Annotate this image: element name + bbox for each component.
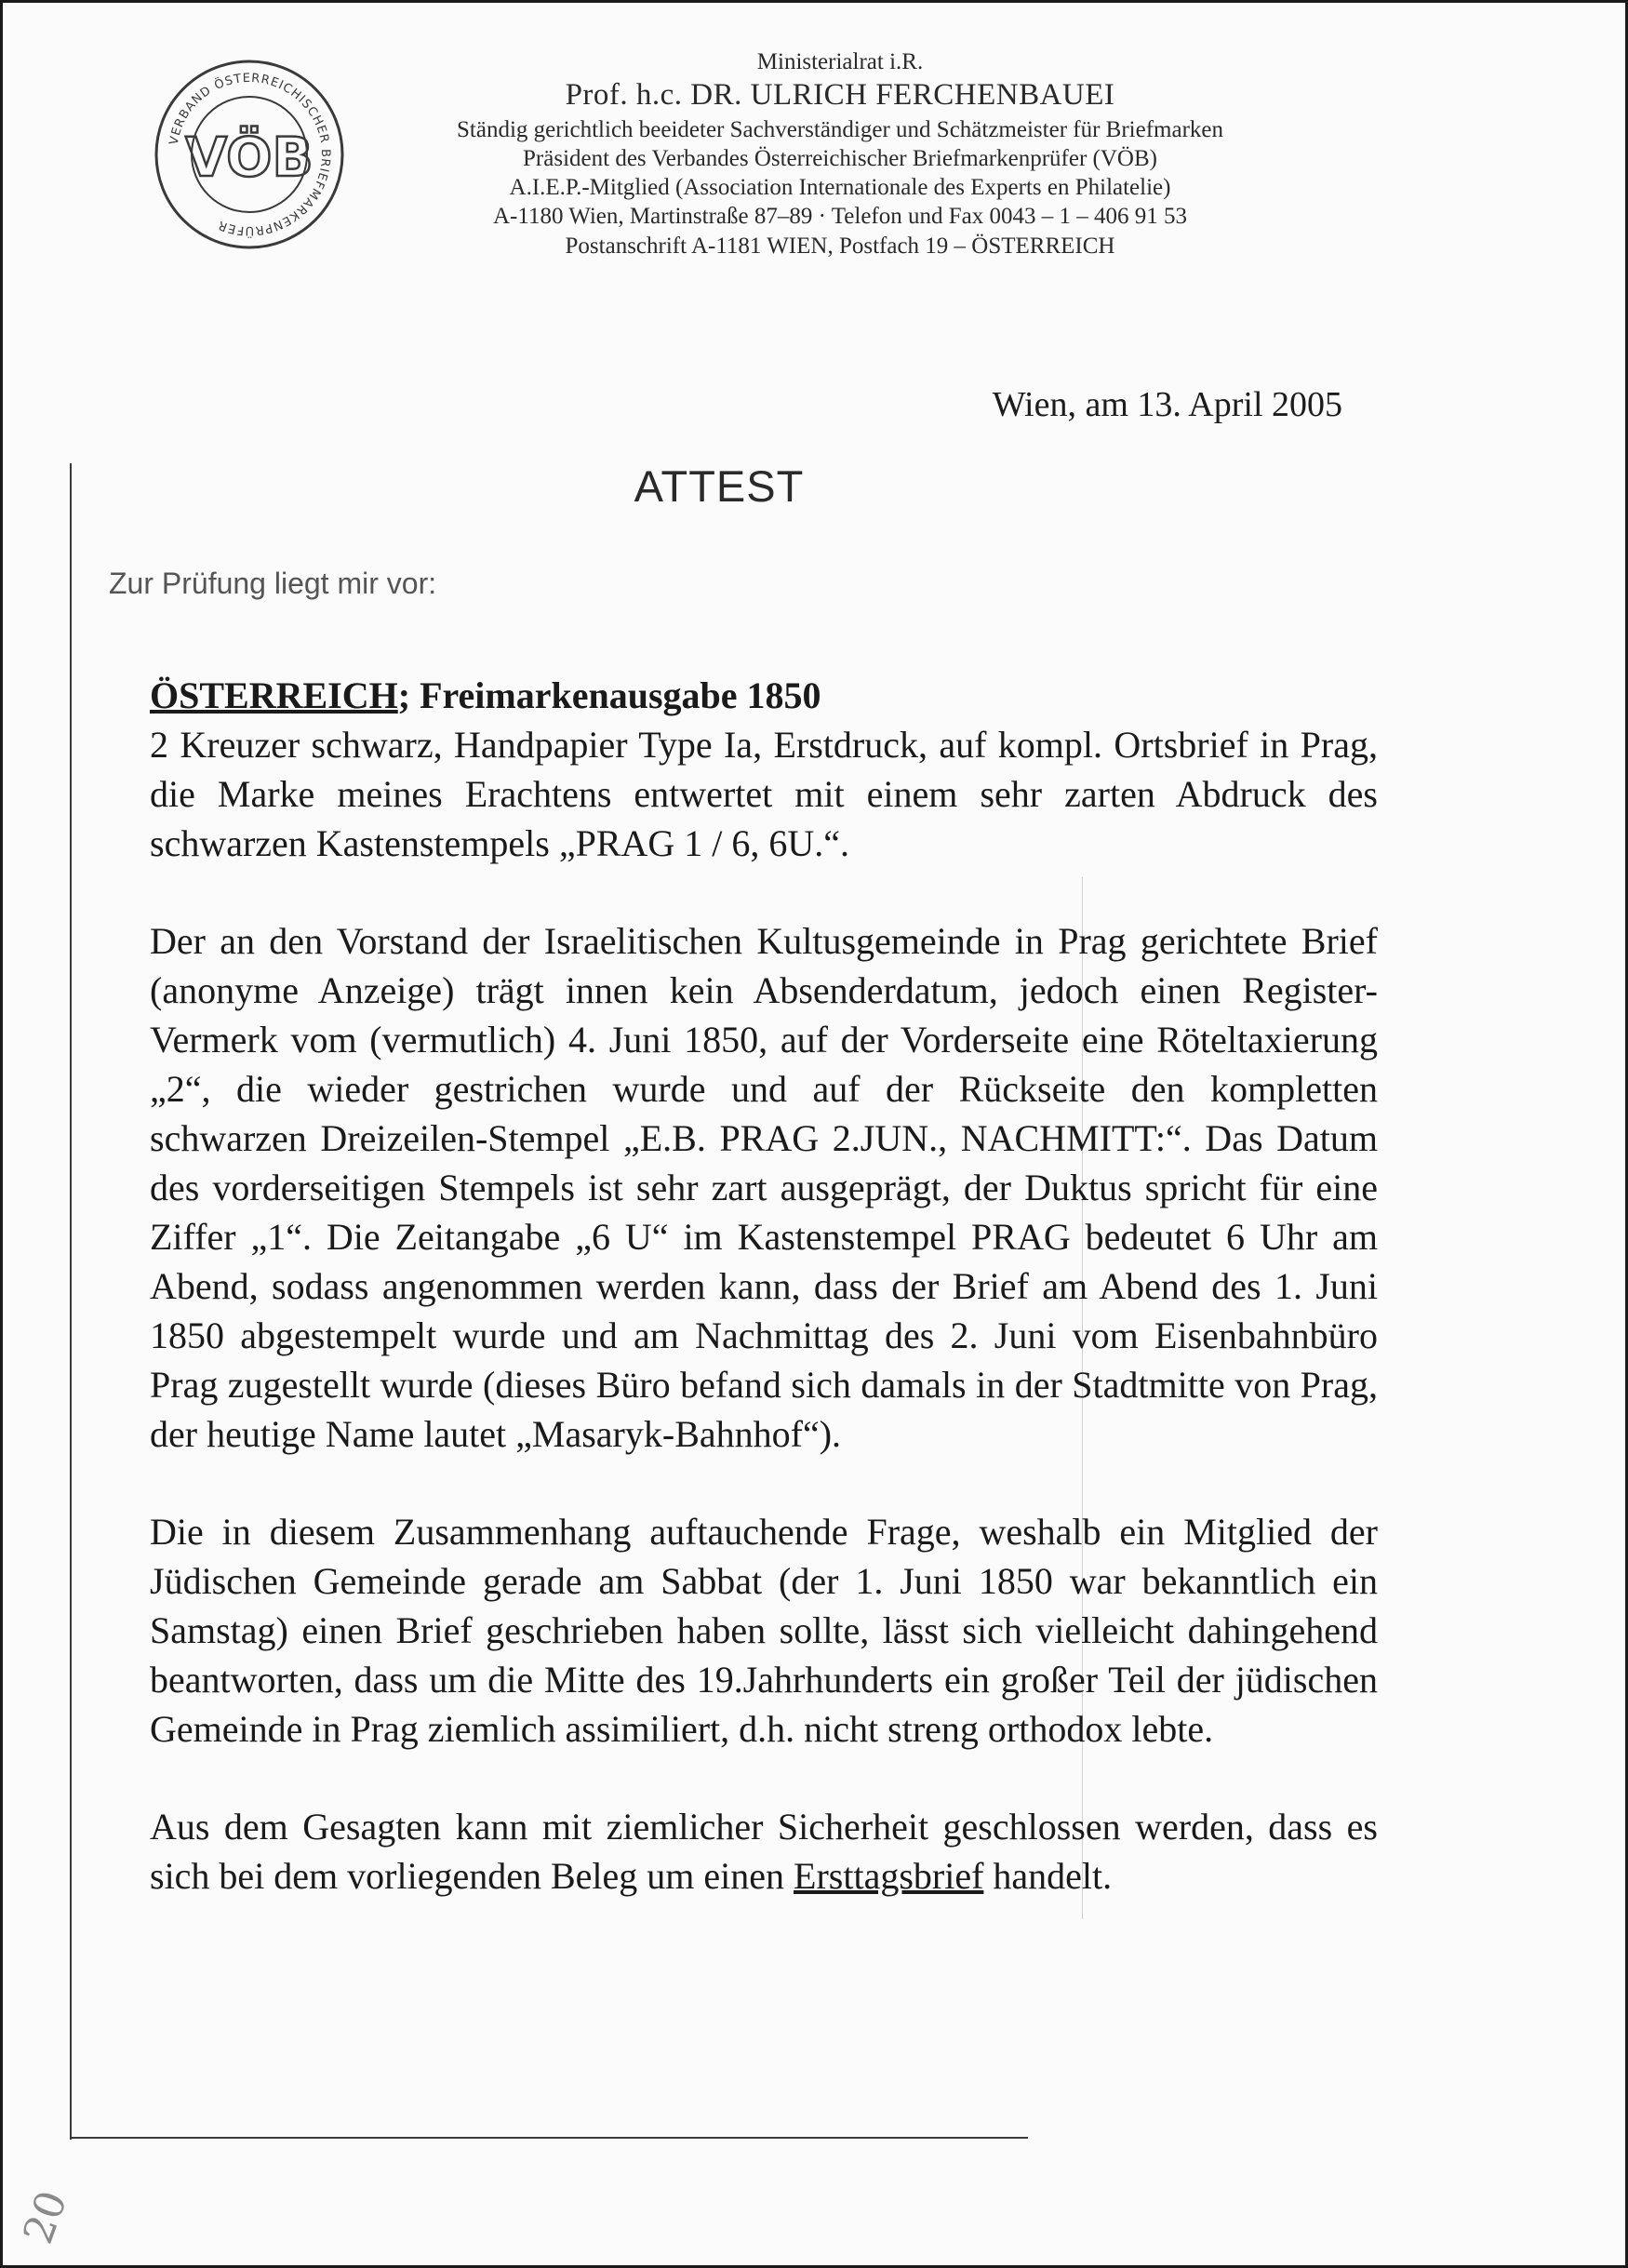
letterhead-line: A-1180 Wien, Martinstraße 87–89 · Telefon und Fax 0043 – 1 – 406 91 53 (493, 204, 1187, 230)
heading-country: ÖSTERREICH (150, 674, 398, 716)
document-title: ATTEST (634, 461, 805, 511)
svg-text:VÖB: VÖB (185, 126, 314, 189)
heading-issue: ; Freimarkenausgabe 1850 (397, 674, 821, 716)
paragraph-sabbat: Die in diesem Zusammenhang auftauchende Frage, weshalb ein Mitglied der Jüdischen Gemeinde gerade am Sabbat (der 1. Juni 1850 war bekanntlich ein Samstag) einen Brief geschrieben haben sollte, lässt sich vielleicht dahingehend beantworten, dass um die Mitte des 19.Jahrhunderts ein großer Teil der jüdischen Gemeinde in Prag ziemlich assimiliert, d.h. nicht streng orthodox lebte. (150, 1511, 1378, 1750)
attest-body (150, 671, 1378, 1949)
letterhead-line: Postanschrift A-1181 WIEN, Postfach 19 – ÖSTERREICH (565, 233, 1115, 259)
letterhead-title: Ministerialrat i.R. (756, 49, 924, 74)
issue-heading (150, 671, 1378, 720)
svg-text:VERBAND ÖSTERREICHISCHER BRIEF: VERBAND ÖSTERREICHISCHER BRIEFMARKENPRÜFER (167, 71, 333, 238)
letterhead-line: Präsident des Verbandes Österreichischer Briefmarkenprüfer (VÖB) (523, 145, 1157, 171)
bottom-rule (70, 2137, 1028, 2139)
letterhead-name: Prof. h.c. DR. ULRICH FERCHENBAUEI (565, 78, 1115, 113)
letterhead-line: A.I.E.P.-Mitglied (Association Internationale des Experts en Philatelie) (509, 175, 1171, 200)
paragraph-details: Der an den Vorstand der Israelitischen Kultusgemeinde in Prag gerichtete Brief (anonyme Anzeige) trägt innen kein Absenderdatum, jedoch einen Register-Vermerk vom (vermutlich) 4. Juni 1850, auf der Vorderseite eine Röteltaxierung „2“, die wieder gestrichen wurde und auf der Rückseite den kompletten schwarzen Dreizeilen-Stempel „E.B. PRAG 2.JUN., NACHMITT:“. Das Datum des vorderseitigen Stempels ist sehr zart ausgeprägt, der Duktus spricht für eine Ziffer „1“. Die Zeitangabe „6 U“ im Kastenstempel PRAG bedeutet 6 Uhr am Abend, sodass angenommen werden kann, dass der Brief am Abend des 1. Juni 1850 abgestempelt wurde und am Nachmittag des 2. Juni vom Eisenbahnbüro Prag zugestellt wurde (dieses Büro befand sich damals in der Stadtmitte von Prag, der heutige Name lautet „Masaryk-Bahnhof“). (150, 920, 1378, 1455)
conclusion-end: handelt. (983, 1855, 1113, 1897)
intro-line: Zur Prüfung liegt mir vor: (109, 567, 437, 600)
handwritten-margin-mark: 20 (14, 2184, 77, 2250)
document-date: Wien, am 13. April 2005 (992, 385, 1342, 424)
left-margin-rule (70, 463, 72, 2140)
conclusion-start: Aus dem Gesagten kann mit ziemlicher Sicherheit geschlossen werden, dass es sich bei dem vorliegenden Beleg um einen (150, 1806, 1378, 1897)
paragraph-conclusion (150, 1802, 1378, 1901)
letterhead (356, 47, 1324, 260)
conclusion-underlined: Ersttagsbrief (794, 1855, 984, 1897)
voeb-seal-logo (152, 57, 347, 252)
paragraph-description: 2 Kreuzer schwarz, Handpapier Type Ia, Erstdruck, auf kompl. Ortsbrief in Prag, die Marke meines Erachtens entwertet mit einem sehr zarten Abdruck des schwarzen Kastenstempels „PRAG 1 / 6, 6U.“. (150, 724, 1378, 864)
letterhead-line: Ständig gerichtlich beeideter Sachverständiger und Schätzmeister für Briefmarken (457, 116, 1223, 142)
